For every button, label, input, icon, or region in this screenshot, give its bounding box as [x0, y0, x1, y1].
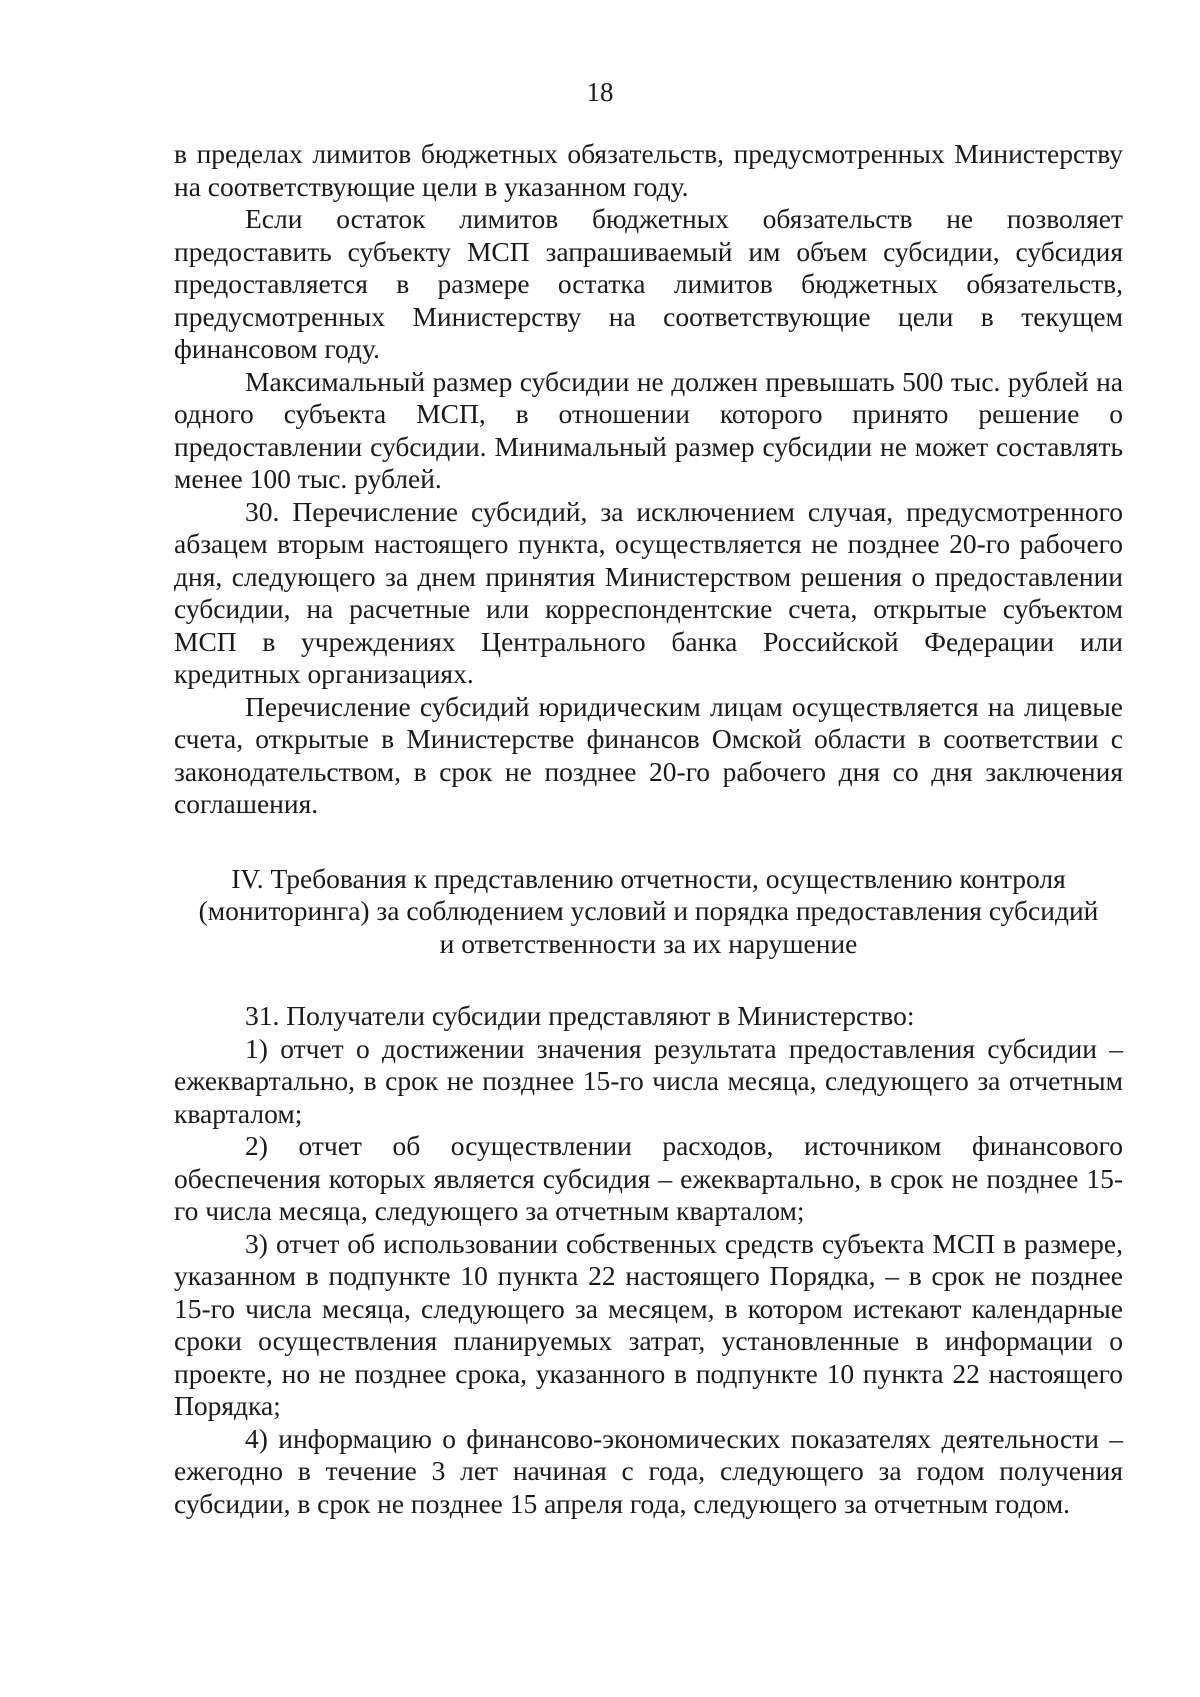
- paragraph-item-31: 31. Получатели субсидии представляют в Министерство:: [245, 1000, 915, 1031]
- document-body: [174, 138, 1123, 1520]
- section-heading-line: (мониторинга) за соблюдением условий и порядка предоставления субсидий: [198, 895, 1099, 926]
- section-heading-line: IV. Требования к представлению отчетности, осуществлению контроля: [231, 862, 1066, 894]
- paragraph-item-30: 30. Перечисление субсидий, за исключением случая, предусмотренного абзацем вторым настоящего пункта, осуществляется не позднее 20-го рабочего дня, следующего за днем принятия Министерством решения о предоставлении субсидии, на расчетные или корреспондентские счета, открытые субъектом МСП в учреждениях Центрального банка Российской Федерации или кредитных организациях.: [174, 495, 1123, 689]
- paragraph-legal-entities-transfer: Перечисление субсидий юридическим лицам осуществляется на лицевые счета, открытые в Министерстве финансов Омской области в соответствии с законодательством, в срок не позднее 20-го рабочего дня со дня заключения соглашения.: [174, 690, 1123, 819]
- page-number: 18: [586, 77, 614, 107]
- paragraph-limits-continuation: в пределах лимитов бюджетных обязательств, предусмотренных Министерству на соответствующие цели в указанном году.: [174, 138, 1123, 202]
- section-heading-line: и ответственности за их нарушение: [439, 927, 858, 959]
- list-item-report-expenses: 2) отчет об осуществлении расходов, источником финансового обеспечения которых является субсидия – ежеквартально, в срок не позднее 15-го числа месяца, следующего за отчетным кварталом;: [174, 1130, 1123, 1226]
- section-heading-iv: [174, 863, 1123, 961]
- paragraph-max-subsidy: Максимальный размер субсидии не должен превышать 500 тыс. рублей на одного субъекта МСП, в отношении которого принято решение о предоставлении субсидии. Минимальный размер субсидии не может составлять менее 100 тыс. рублей.: [174, 365, 1123, 494]
- list-item-report-result: 1) отчет о достижении значения результата предоставления субсидии – ежеквартально, в срок не позднее 15-го числа месяца, следующего за отчетным кварталом;: [174, 1032, 1123, 1129]
- list-item-financial-info: 4) информацию о финансово-экономических показателях деятельности – ежегодно в течение 3 лет начиная с года, следующего за годом получения субсидии, в срок не позднее 15 апреля года, следующего за отчетным годом.: [174, 1422, 1123, 1519]
- paragraph-remaining-limits: Если остаток лимитов бюджетных обязательств не позволяет предоставить субъекту МСП запрашиваемый им объем субсидии, субсидия предоставляется в размере остатка лимитов бюджетных обязательств, предусмотренных Министерству на соответствующие цели в текущем финансовом году.: [174, 203, 1123, 364]
- list-item-report-own-funds: 3) отчет об использовании собственных средств субъекта МСП в размере, указанном в подпункте 10 пункта 22 настоящего Порядка, – в срок не позднее 15-го числа месяца, следующего за месяцем, в котором истекают календарные сроки осуществления планируемых затрат, установленные в информации о проекте, но не позднее срока, указанного в подпункте 10 пункта 22 настоящего Порядка;: [174, 1227, 1123, 1421]
